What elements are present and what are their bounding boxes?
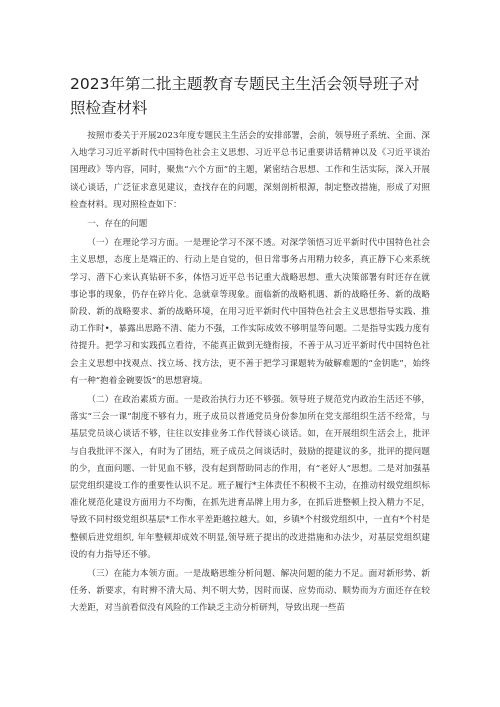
paragraph-ability: （三）在能力本领方面。一是战略思维分析问题、解决问题的能力不足。面对新形势、新任务、新要求，有时辨不清大局、判不明大势，因时而谋、应势而动、顺势而为方面还存在较大差距，对当前看似没有风险的工作缺乏主动分析研判，导致出现一些苗	[70, 569, 430, 614]
document-title: 2023年第二批主题教育专题民主生活会领导班子对照检查材料	[70, 75, 420, 117]
paragraph-theory-study: （一）在理论学习方面。一是理论学习不深不透。对深学领悟习近平新时代中国特色社会主义思想，态度上是端正的、行动上是自觉的，但日常事务占用精力较多，真正静下心来系统学习、潜下心来认真钻研不多，体悟习近平总书记重大战略思想、重大决策部署有时还存在就事论事的现象，仍存在碎片化、急就章等现象。面临新的战略机遇、新的战略任务、新的战略阶段、新的战略要求、新的战略环境，在用习近平新时代中国特色社会主义思想指导实践、推动工作时•，暴露出思路不清、能力不强，工作实际成效不够明显等问题。二是指导实践力度有待提升。把学习和实践孤立看待，不能真正做到无缝衔接，不善于从习近平新时代中国特色社会主义思想中找观点、找立场、找方法，更不善于把学习课题转为破解难题的“金钥匙”，始终有一种“抱着金碗要饭”的思想窘境。	[70, 238, 430, 386]
document-body	[70, 128, 430, 620]
section-heading: 一、存在的问题	[87, 219, 148, 230]
intro-paragraph: 按照市委关于开展2023年度专题民主生活会的安排部署，会前，领导班子系统、全面、深入地学习习近平新时代中国特色社会主义思想、习近平总书记重要讲话精神以及《习近平谈治国理政》等内容，同时，聚焦“六个方面”的主题，紧密结合思想、工作和生活实际，深入开展谈心谈话，广泛征求意见建议，查找存在的问题，深刻剖析根源，制定整改措施，形成了对照检查材料。现对照检查如下：	[70, 131, 430, 210]
paragraph-political-quality: （二）在政治素质方面。一是政治执行力还不够强。领导班子规范党内政治生活还不够，落实“三会一课”制度不够有力，班子成员以普通党员身份参加所在党支部组织生活不经常，与基层党员谈心谈话不够，往往以安排业务工作代替谈心谈话。如，在开展组织生活会上，批评与自我批评不深入，有时为了团结，班子成员之间谈话时，鼓励的提建议的多，批评的提问题的少，直面问题、一针见血不够，没有起到帮助同志的作用，有“老好人”思想。二是对加强基层党组织建设工作的重要性认识不足。班子履行*主体责任不积极不主动，在推动村级党组织标准化规范化建设方面用力不均衡，在抓先进育品牌上用力多，在抓后进整顿上投入精力不足，导致不同村级党组织基层*工作水平差距越拉越大。如，乡镇*个村级党组织中，一直有*个村是整顿后进党组织, 年年整顿却成效不明显,领导班子提出的改进措施和办法少，对基层党组织建设的有力指导还不够。	[70, 395, 430, 560]
